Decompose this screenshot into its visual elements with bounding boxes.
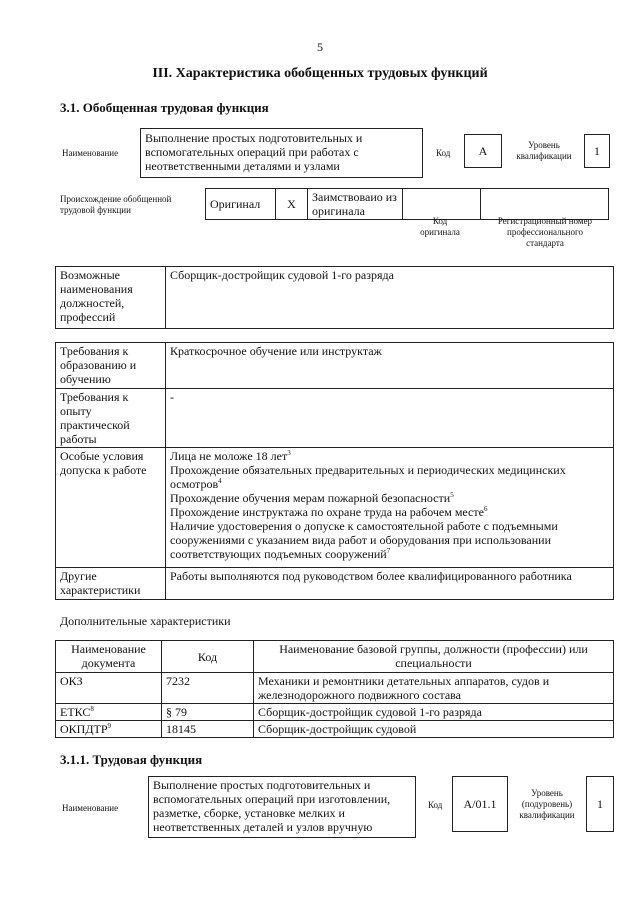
origin-reg-caption (478, 216, 612, 249)
requirement-label-line: допуска к работе (60, 463, 147, 477)
row-name-line: Механики и ремонтники детательных аппаратов, судов и (258, 674, 550, 688)
requirement-line: сооружениями с указанием вида работ и оборудования при использовании (170, 533, 552, 547)
origin-code-caption (408, 216, 472, 238)
tf-name-line: неответственных деталей и узлов вручную (153, 820, 373, 834)
tf-name-label: Наименование (62, 803, 119, 813)
requirement-row-admission (56, 448, 614, 568)
header-doc (56, 641, 162, 673)
origin-reg-cell (481, 189, 609, 220)
requirement-label (56, 568, 166, 600)
gtf-level-label-line: квалификации (516, 151, 572, 161)
tf-name-line: Выполнение простых подготовительных и (153, 778, 371, 792)
requirement-label (56, 389, 166, 448)
origin-borrowed-label (308, 189, 403, 220)
gtf-name-box (140, 128, 423, 178)
row-name (254, 673, 614, 704)
header-name-line: Наименование базовой группы, должности (профессии) или (279, 642, 588, 656)
origin-code-caption-line: оригинала (420, 227, 460, 237)
gtf-name-line: неответственными деталями и узлами (145, 159, 340, 173)
header-doc-line: документа (81, 656, 136, 670)
tf-level-label-line: квалификации (519, 810, 575, 820)
positions-label-line: профессий (60, 310, 116, 324)
requirement-value (166, 568, 614, 600)
tf-level-label (510, 788, 584, 821)
origin-code-cell (403, 189, 481, 220)
origin-reg-caption-line: профессионального (507, 227, 583, 237)
origin-reg-caption-line: стандарта (526, 238, 564, 248)
row-doc: ЕТКС$^8$ (56, 704, 162, 721)
requirement-label (56, 343, 166, 389)
requirement-label-line: Особые условия (60, 449, 144, 463)
requirement-row-other (56, 568, 614, 600)
requirement-value (166, 343, 614, 389)
additional-table (55, 640, 614, 738)
header-code: Код (162, 641, 254, 673)
row-name: Сборщик-достройщик судовой (254, 721, 614, 738)
footnote-ref: 4 (218, 477, 222, 485)
requirement-label (56, 448, 166, 568)
requirement-line: Краткосрочное обучение или инструктаж (170, 344, 382, 358)
header-name-line: специальности (395, 656, 472, 670)
origin-borrowed-line: Заимствоваио из (312, 190, 397, 204)
section-title: III. Характеристика обобщенных трудовых функций (152, 66, 488, 81)
requirement-label-line: образованию и (60, 358, 137, 372)
requirement-line: Прохождение обучения мерам пожарной безопасности$^5$ (170, 491, 454, 505)
gtf-level-value: 1 (584, 134, 610, 168)
footnote-ref: 8 (90, 705, 94, 713)
tf-level-value: 1 (586, 776, 614, 832)
row-doc: ОКЗ (56, 673, 162, 704)
footnote-ref: 9 (107, 722, 112, 730)
gtf-name-line: вспомогательных операций при работах с (145, 145, 359, 159)
footnote-ref: 5 (450, 491, 454, 499)
row-code: § 79 (162, 704, 254, 721)
requirement-line: Прохождение инструктажа по охране труда на рабочем месте$^6$ (170, 505, 488, 519)
tf-code-label: Код (428, 800, 443, 810)
row-name-line: железнодорожного подвижного состава (258, 688, 461, 702)
requirement-line: осмотров$^4$ (170, 477, 222, 491)
requirement-line: Наличие удостоверения о допуске к самостоятельной работе с подъемными (170, 519, 558, 533)
origin-code-caption-line: Код (432, 216, 448, 226)
header-doc-line: Наименование (71, 642, 146, 656)
requirement-label-line: опыту (60, 404, 92, 418)
requirement-line: - (170, 390, 174, 404)
page-number: 5 (317, 40, 323, 54)
requirement-line: Прохождение обязательных предварительных и периодических медицинских (170, 463, 566, 477)
footnote-ref: 7 (386, 547, 391, 555)
footnote-ref: 3 (287, 449, 291, 457)
positions-label (56, 267, 166, 329)
row-doc: ОКПДТР$^9$ (56, 721, 162, 738)
positions-label-line: должностей, (60, 296, 125, 310)
positions-table (55, 266, 614, 329)
row-code: 7232 (162, 673, 254, 704)
requirement-label-line: Требования к (60, 344, 129, 358)
requirement-line: соответствующих подъемных сооружений$^7$ (170, 547, 391, 561)
table-row (56, 673, 614, 704)
requirement-line: Лица не моложе 18 лет$^3$ (170, 449, 291, 463)
row-code: 18145 (162, 721, 254, 738)
gtf-level-label (506, 140, 582, 162)
positions-value: Сборщик-достройщик судовой 1-го разряда (166, 267, 614, 329)
requirement-label-line: работы (60, 432, 97, 446)
gtf-code-label: Код (436, 148, 451, 158)
tf-name-box (148, 776, 416, 838)
subsection-title: 3.1. Обобщенная трудовая функция (60, 100, 269, 115)
requirement-line: Работы выполняются под руководством более квалифицированного работника (170, 569, 572, 583)
positions-label-line: Возможные (60, 268, 120, 282)
requirement-label-line: обучению (60, 372, 111, 386)
tf-title: 3.1.1. Трудовая функция (60, 752, 203, 767)
origin-reg-caption-line: Регистрационный номер (497, 216, 593, 226)
origin-label-line: трудовой функции (60, 205, 131, 215)
tf-name-line: вспомогательных операций при изготовлении, (153, 792, 391, 806)
origin-borrowed-line: оригинала (312, 204, 365, 218)
gtf-code-value: А (464, 134, 502, 168)
tf-name-line: разметке, сборке, установке мелких и (153, 806, 345, 820)
requirement-value (166, 389, 614, 448)
additional-title: Дополнительные характеристики (60, 614, 231, 628)
gtf-name-label: Наименование (62, 148, 119, 158)
additional-header-row (56, 641, 614, 673)
gtf-name-line: Выполнение простых подготовительных и (145, 131, 363, 145)
gtf-level-label-line: Уровень (528, 140, 560, 150)
tf-code-value: A/01.1 (452, 776, 508, 832)
origin-original-label: Оригинал (206, 189, 276, 220)
header-name (254, 641, 614, 673)
requirements-table (55, 342, 614, 600)
tf-level-label-line: Уровень (531, 788, 563, 798)
footnote-ref: 6 (483, 505, 488, 513)
requirement-value (166, 448, 614, 568)
requirement-label-line: Другие (60, 569, 97, 583)
requirement-label-line: Требования к (60, 390, 129, 404)
tf-level-label-line: (подуровень) (521, 799, 573, 809)
requirement-label-line: практической (60, 418, 130, 432)
origin-label (60, 194, 171, 216)
table-row (56, 721, 614, 738)
table-row (56, 704, 614, 721)
origin-label-line: Происхождение обобщенной (60, 194, 172, 204)
positions-label-line: наименования (60, 282, 133, 296)
origin-original-mark: Х (276, 189, 308, 220)
row-name: Сборщик-достройщик судовой 1-го разряда (254, 704, 614, 721)
requirement-row-experience (56, 389, 614, 448)
requirement-row-education (56, 343, 614, 389)
requirement-label-line: характеристики (60, 583, 141, 597)
